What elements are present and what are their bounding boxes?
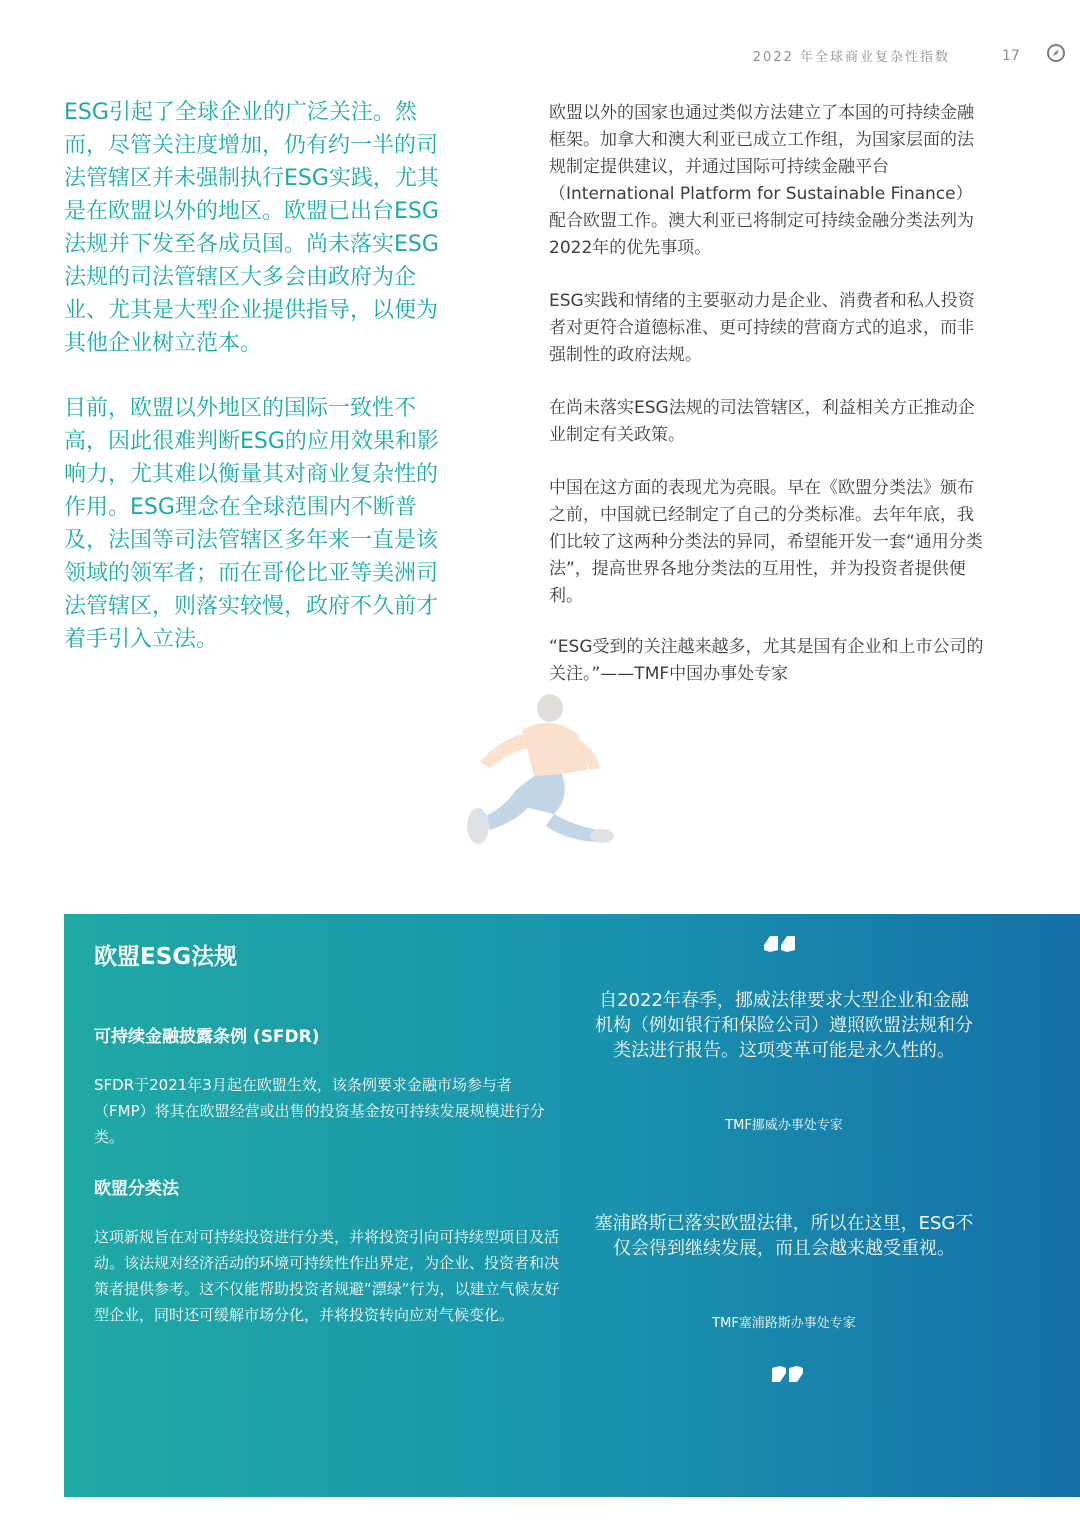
left-column bbox=[64, 96, 454, 688]
sfdr-body: SFDR于2021年3月起在欧盟生效，该条例要求金融市场参与者（FMP）将其在欧盟经营或出售的投资基金按可持续发展规模进行分类。 bbox=[94, 1076, 545, 1146]
compass-icon bbox=[1046, 43, 1066, 63]
open-quote-icon bbox=[762, 932, 798, 954]
norway-quote-attribution: TMF挪威办事处专家 bbox=[725, 1118, 843, 1133]
right-paragraph: ESG实践和情绪的主要驱动力是企业、消费者和私人投资者对更符合道德标准、更可持续的营商方式的追求，而非强制性的政府法规。 bbox=[549, 291, 975, 365]
right-paragraph: 中国在这方面的表现尤为亮眼。早在《欧盟分类法》颁布之前，中国就已经制定了自己的分类标准。去年年底，我们比较了这两种分类法的异同，希望能开发一套“通用分类法”，提高世界各地分类法的互用性，并为投资者提供便利。 bbox=[549, 478, 983, 606]
left-paragraph: 目前，欧盟以外地区的国际一致性不高，因此很难判断ESG的应用效果和影响力，尤其难以衡量其对商业复杂性的作用。ESG理念在全球范围内不断普及，法国等司法管辖区多年来一直是该领域的领军者；而在哥伦比亚等美洲司法管辖区，则落实较慢，政府不久前才着手引入立法。 bbox=[64, 396, 439, 652]
taxonomy-heading: 欧盟分类法 bbox=[94, 1179, 179, 1199]
report-title: 2022 年全球商业复杂性指数 bbox=[752, 50, 950, 65]
left-paragraph: ESG引起了全球企业的广泛关注。然而，尽管关注度增加，仍有约一半的司法管辖区并未强制执行ESG实践，尤其是在欧盟以外的地区。欧盟已出台ESG法规并下发至各成员国。尚未落实ESG法规的司法管辖区大多会由政府为企业、尤其是大型企业提供指导，以便为其他企业树立范本。 bbox=[64, 100, 439, 356]
cyprus-quote-text: 塞浦路斯已落实欧盟法律，所以在这里，ESG不仅会得到继续发展，而且会越来越受重视。 bbox=[594, 1213, 974, 1259]
close-quote-icon bbox=[770, 1364, 806, 1386]
norway-quote-text: 自2022年春季，挪威法律要求大型企业和金融机构（例如银行和保险公司）遵照欧盟法规和分类法进行报告。这项变革可能是永久性的。 bbox=[595, 990, 973, 1061]
running-person-illustration bbox=[450, 690, 620, 860]
right-paragraph: 欧盟以外的国家也通过类似方法建立了本国的可持续金融框架。加拿大和澳大利亚已成立工作组，为国家层面的法规制定提供建议，并通过国际可持续金融平台（International Platform for Sustainable Finance）配合欧盟工作。澳大利亚已将制定可持续金融分类法列为2022年的优先事项。 bbox=[549, 103, 974, 258]
page-number: 17 bbox=[1002, 48, 1020, 64]
cyprus-quote-attribution: TMF塞浦路斯办事处专家 bbox=[712, 1316, 856, 1331]
eu-esg-regulations-panel bbox=[64, 914, 1080, 1497]
sfdr-heading: 可持续金融披露条例 (SFDR) bbox=[94, 1027, 320, 1047]
right-column bbox=[549, 100, 989, 714]
china-expert-quote: “ESG受到的关注越来越多，尤其是国有企业和上市公司的关注。”——TMF中国办事处专家 bbox=[549, 637, 984, 684]
right-paragraph: 在尚未落实ESG法规的司法管辖区，利益相关方正推动企业制定有关政策。 bbox=[549, 398, 975, 445]
panel-title: 欧盟ESG法规 bbox=[94, 944, 238, 970]
taxonomy-body: 这项新规旨在对可持续投资进行分类，并将投资引向可持续型项目及活动。该法规对经济活动的环境可持续性作出界定，为企业、投资者和决策者提供参考。这不仅能帮助投资者规避“漂绿”行为，以建立气候友好型企业，同时还可缓解市场分化，并将投资转向应对气候变化。 bbox=[94, 1228, 560, 1324]
page-header bbox=[0, 46, 1080, 68]
